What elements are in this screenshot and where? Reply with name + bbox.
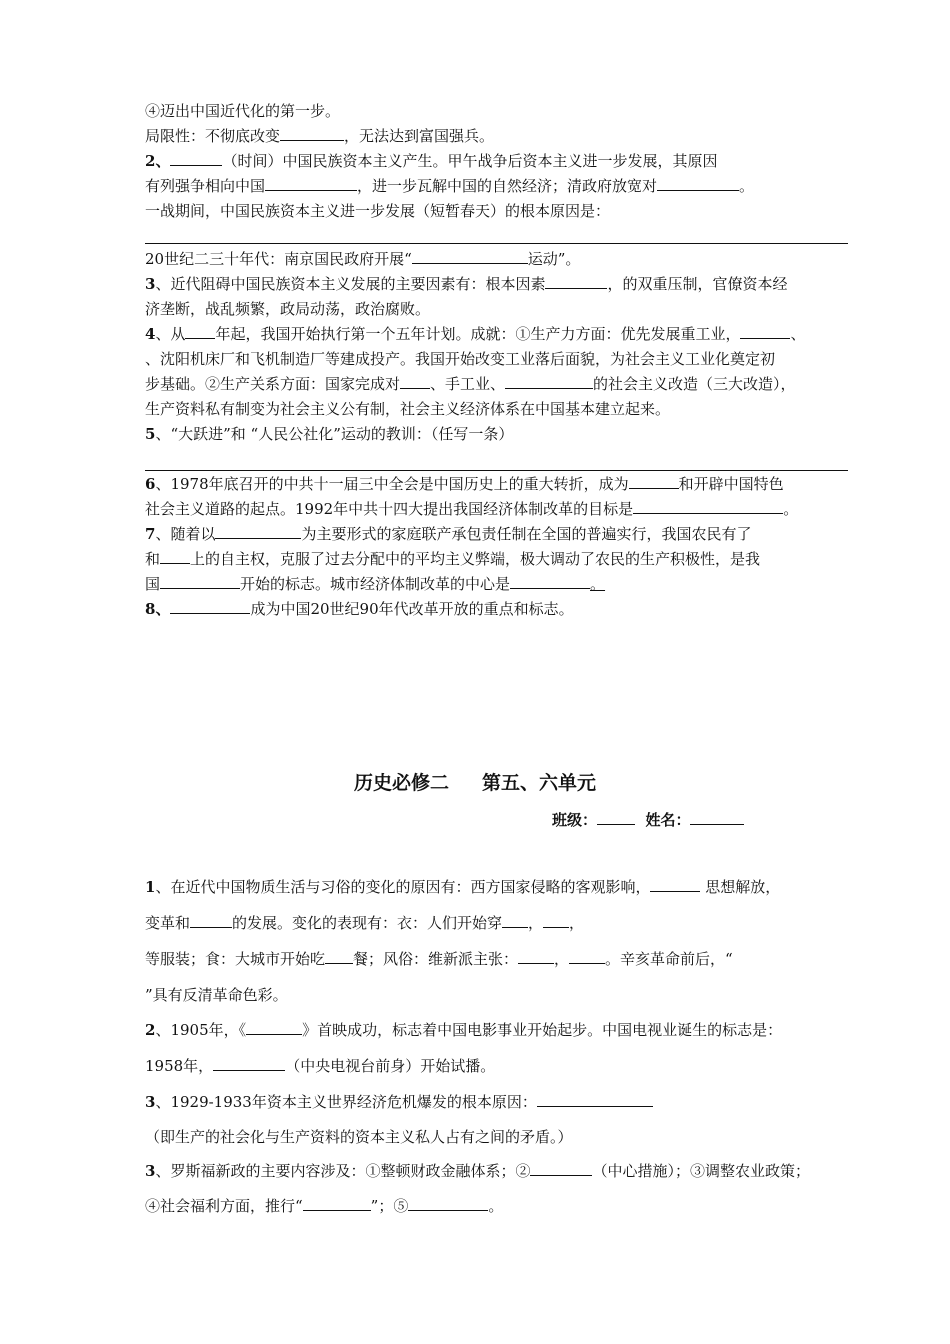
fill-blank[interactable] [633, 498, 783, 514]
fill-blank[interactable] [213, 1055, 285, 1071]
text-line: 国 开始的标志。城市经济体制改革的中心是 。 [145, 575, 606, 593]
text-line: 步基础。②生产关系方面：国家完成对 、手工业、 的社会主义改造（三大改造）， [145, 375, 796, 393]
worksheet-title: 历史必修二 第五、六单元 [353, 772, 597, 794]
fill-blank[interactable] [657, 175, 739, 191]
text-line: 一战期间，中国民族资本主义进一步发展（短暂春天）的根本原因是： [145, 202, 611, 220]
fill-blank[interactable] [160, 548, 190, 564]
question-3: 3、1929-1933年资本主义世界经济危机爆发的根本原因： [145, 1091, 653, 1113]
fill-blank[interactable] [325, 948, 353, 964]
class-field[interactable] [597, 809, 635, 825]
question-2: 2、 （时间）中国民族资本主义产生。甲午战争后资本主义进一步发展，其原因 [145, 152, 718, 170]
fill-blank[interactable] [502, 912, 528, 928]
text-line: ④社会福利方面，推行“ ”；⑤ 。 [145, 1197, 504, 1215]
text-line: 20世纪二三十年代：南京国民政府开展“ 运动”。 [145, 250, 581, 268]
question-3: 3、近代阻碍中国民族资本主义发展的主要因素有：根本因素 ，的双重压制，官僚资本经 [145, 275, 788, 293]
fill-blank[interactable] [408, 1195, 488, 1211]
fill-blank[interactable] [280, 125, 344, 141]
fill-blank[interactable] [537, 1091, 653, 1107]
text-line: 等服装；食：大城市开始吃 餐；风俗：维新派主张： ， 。辛亥革命前后，“ [145, 950, 733, 968]
text-line: ”具有反清革命色彩。 [145, 986, 288, 1004]
student-info: 班级： 姓名： [552, 809, 744, 830]
fill-blank[interactable] [170, 150, 222, 166]
fill-blank[interactable] [303, 1195, 371, 1211]
fill-blank[interactable] [543, 912, 569, 928]
fill-blank[interactable] [265, 175, 357, 191]
fill-blank[interactable] [215, 523, 301, 539]
question-1: 1、在近代中国物质生活与习俗的变化的原因有：西方国家侵略的客观影响， 思想解放， [145, 878, 781, 896]
fill-blank[interactable] [185, 323, 215, 339]
fill-blank[interactable] [170, 598, 250, 614]
answer-line[interactable] [145, 470, 848, 471]
text-line: 社会主义道路的起点。1992年中共十四大提出我国经济体制改革的目标是 。 [145, 500, 799, 518]
question-4: 3、罗斯福新政的主要内容涉及：①整顿财政金融体系；② （中心措施）；③调整农业政策； [145, 1162, 810, 1180]
text-line: ④迈出中国近代化的第一步。 [145, 102, 341, 120]
fill-blank[interactable] [650, 876, 700, 892]
text-line: 局限性：不彻底改变 ，无法达到富国强兵。 [145, 127, 495, 145]
fill-blank[interactable] [518, 948, 554, 964]
question-8: 8、 成为中国20世纪90年代改革开放的重点和标志。 [145, 600, 574, 618]
text-line: 生产资料私有制变为社会主义公有制，社会主义经济体系在中国基本建立起来。 [145, 400, 671, 418]
fill-blank[interactable] [510, 573, 590, 589]
fill-blank[interactable] [740, 323, 790, 339]
fill-blank[interactable] [545, 273, 607, 289]
question-6: 6、1978年底召开的中共十一届三中全会是中国历史上的重大转折，成为 和开辟中国特色 [145, 475, 784, 493]
answer-line[interactable] [145, 243, 848, 244]
question-4: 4、从 年起，我国开始执行第一个五年计划。成就：①生产力方面：优先发展重工业， 、 [145, 325, 806, 343]
fill-blank[interactable] [505, 373, 593, 389]
text-line: 变革和 的发展。变化的表现有：衣：人们开始穿 ， ， [145, 914, 585, 932]
text-line: 济垄断，战乱频繁，政局动荡，政治腐败。 [145, 300, 431, 318]
question-2: 2、1905年，《 》首映成功，标志着中国电影事业开始起步。中国电视业诞生的标志是： [145, 1021, 783, 1039]
text-line: 1958年， （中央电视台前身）开始试播。 [145, 1057, 496, 1075]
text-line: 、沈阳机床厂和飞机制造厂等建成投产。我国开始改变工业落后面貌，为社会主义工业化奠定初 [145, 350, 776, 368]
fill-blank[interactable] [530, 1160, 592, 1176]
fill-blank[interactable] [246, 1019, 302, 1035]
name-field[interactable] [690, 809, 744, 825]
fill-blank[interactable] [160, 573, 240, 589]
question-7: 7、随着以 为主要形式的家庭联产承包责任制在全国的普遍实行，我国农民有了 [145, 525, 752, 543]
fill-blank[interactable] [412, 248, 528, 264]
fill-blank[interactable] [190, 912, 232, 928]
text-line: 有列强争相向中国 ，进一步瓦解中国的自然经济；清政府放宽对 。 [145, 177, 755, 195]
text-line: （即生产的社会化与生产资料的资本主义私人占有之间的矛盾。） [145, 1128, 573, 1146]
text-line: 和 上的自主权，克服了过去分配中的平均主义弊端，极大调动了农民的生产积极性，是我 [145, 550, 761, 568]
fill-blank[interactable] [569, 948, 605, 964]
fill-blank[interactable] [400, 373, 430, 389]
fill-blank[interactable] [629, 473, 679, 489]
question-5: 5、“大跃进”和 “人民公社化”运动的教训：（任写一条） [145, 425, 514, 443]
